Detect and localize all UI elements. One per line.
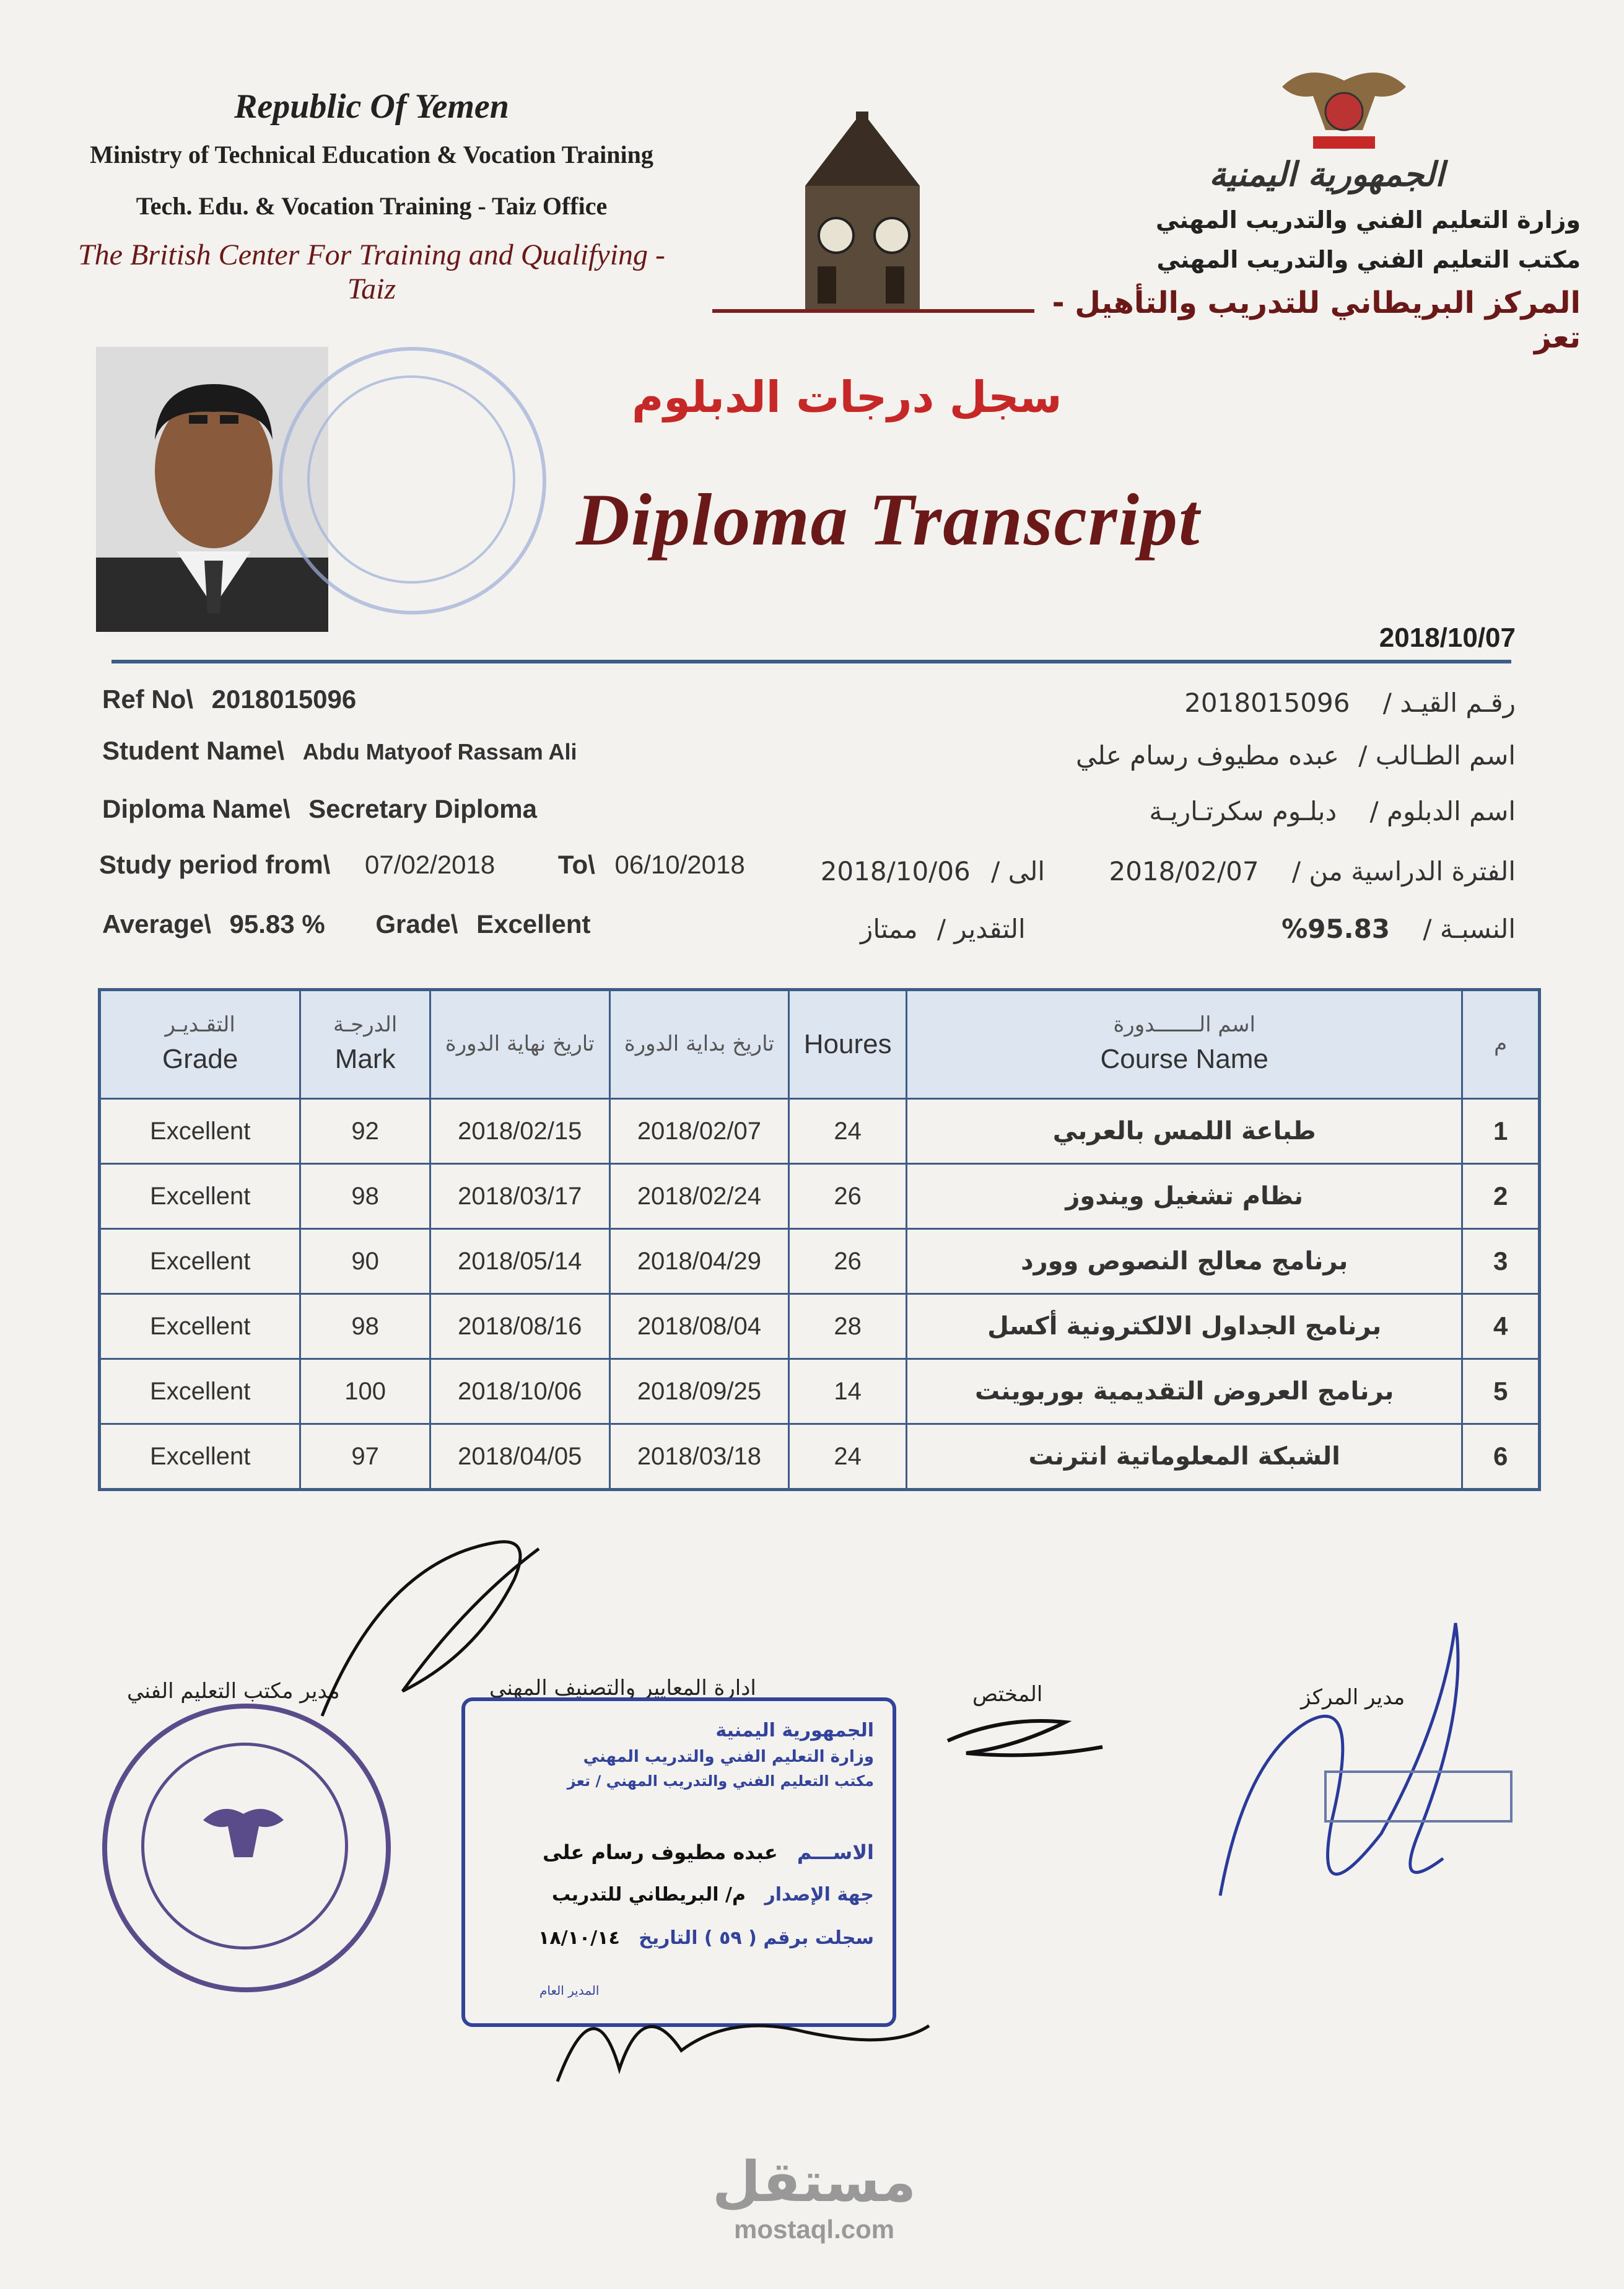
stamp-footer: المدير العام (539, 1983, 600, 1998)
seal-eagle-icon (197, 1801, 290, 1882)
grade-cell: Excellent (100, 1359, 300, 1424)
name-row-en (102, 736, 577, 766)
period-label-ar: الفترة الدراسية من / (1291, 856, 1516, 886)
course-cell: برنامج العروض التقديمية بوربوينت (907, 1359, 1462, 1424)
tech-office-director-label: مدير مكتب التعليم الفني (127, 1679, 340, 1704)
diploma-label: Diploma Name\ (102, 794, 290, 823)
header-english (56, 87, 688, 306)
name-label: Student Name\ (102, 736, 285, 765)
start-date-cell: 2018/09/25 (609, 1359, 789, 1424)
end-date-cell: 2018/02/15 (430, 1099, 609, 1164)
mark-cell: 92 (300, 1099, 430, 1164)
signature-center-director-icon (1183, 1598, 1530, 1945)
signature-standards-icon (545, 1958, 948, 2094)
stamp-name-label: الاســـم (797, 1840, 874, 1864)
grade-label-ar: التقدير / (936, 914, 1026, 944)
grade-label: Grade\ (375, 909, 458, 939)
average-row-ar (860, 914, 1516, 944)
grade-header: التقـديـر Grade (100, 990, 300, 1099)
average-row-en (102, 909, 591, 939)
stamp-country: الجمهورية اليمنية (715, 1720, 874, 1741)
divider (111, 660, 1511, 663)
hours-header: Houres (789, 990, 907, 1099)
table-row (100, 1164, 1540, 1229)
ref-label-ar: رقـم القيـد / (1382, 688, 1516, 718)
stamp-reg-row (538, 1927, 874, 1949)
hours-cell: 24 (789, 1099, 907, 1164)
stamp-issuer-row (552, 1884, 874, 1906)
center-director-label: مدير المركز (1301, 1685, 1405, 1710)
country-ar: الجمهورية اليمنية (1209, 155, 1444, 194)
stamp-name-value: عبده مطيوف رسام على (543, 1840, 778, 1864)
specialist-label: المختص (972, 1682, 1043, 1707)
start-date-cell: 2018/08/04 (609, 1294, 789, 1359)
ref-row-ar (1184, 688, 1516, 718)
end-date-cell: 2018/04/05 (430, 1424, 609, 1490)
grade-cell: Excellent (100, 1164, 300, 1229)
mark-cell: 98 (300, 1294, 430, 1359)
mark-cell: 97 (300, 1424, 430, 1490)
ministry-en: Ministry of Technical Education & Vocation Training (90, 141, 653, 169)
to-label: To\ (557, 850, 595, 879)
course-cell: الشبكة المعلوماتية انترنت (907, 1424, 1462, 1490)
period-row-en (99, 850, 745, 880)
course-cell: نظام تشغيل ويندوز (907, 1164, 1462, 1229)
num-cell: 4 (1462, 1294, 1540, 1359)
stamp-office: مكتب التعليم الفني والتدريب المهني / تعز (567, 1772, 874, 1790)
grade-value: Excellent (476, 909, 591, 939)
hours-cell: 26 (789, 1229, 907, 1294)
num-cell: 6 (1462, 1424, 1540, 1490)
table-row (100, 1229, 1540, 1294)
title-arabic: سجل درجات الدبلوم (632, 372, 1062, 422)
mark-cell: 100 (300, 1359, 430, 1424)
period-row-ar (821, 856, 1516, 886)
num-cell: 3 (1462, 1229, 1540, 1294)
period-from-ar: 2018/02/07 (1109, 856, 1259, 886)
grade-cell: Excellent (100, 1424, 300, 1490)
watermark (712, 2150, 916, 2244)
start-date-cell: 2018/04/29 (609, 1229, 789, 1294)
average-label: Average\ (102, 909, 211, 939)
course-cell: برنامج الجداول الالكترونية أكسل (907, 1294, 1462, 1359)
end-date-cell: 2018/03/17 (430, 1164, 609, 1229)
center-en: The British Center For Training and Qualifying - Taiz (77, 239, 666, 305)
diploma-row-ar (1149, 796, 1516, 826)
title-english: Diploma Transcript (576, 478, 1201, 561)
period-label: Study period from\ (99, 850, 331, 879)
watermark-en: mostaql.com (734, 2215, 895, 2244)
period-to-ar: 2018/10/06 (820, 856, 971, 886)
office-en: Tech. Edu. & Vocation Training - Taiz Office (136, 192, 608, 220)
header-arabic (1023, 155, 1581, 355)
country-en: Republic Of Yemen (234, 87, 509, 126)
ref-value: 2018015096 (211, 685, 357, 714)
signature-specialist-icon (941, 1704, 1115, 1772)
end-date-header: تاريخ نهاية الدورة (430, 990, 609, 1099)
start-date-cell: 2018/02/24 (609, 1164, 789, 1229)
mark-header: الدرجـة Mark (300, 990, 430, 1099)
table-row (100, 1294, 1540, 1359)
ref-value-ar: 2018015096 (1184, 688, 1350, 718)
transcript-table (98, 988, 1541, 1491)
start-date-cell: 2018/02/07 (609, 1099, 789, 1164)
diploma-value: Secretary Diploma (308, 794, 537, 823)
name-label-ar: اسم الطـالب / (1358, 740, 1516, 771)
signature-tech-director-icon (310, 1530, 557, 1735)
average-value-ar: 95.83% (1281, 914, 1390, 944)
hours-cell: 24 (789, 1424, 907, 1490)
end-date-cell: 2018/05/14 (430, 1229, 609, 1294)
document-date: 2018/10/07 (1379, 623, 1516, 653)
grade-cell: Excellent (100, 1294, 300, 1359)
hours-cell: 28 (789, 1294, 907, 1359)
stamp-issuer-label: جهة الإصدار (764, 1884, 874, 1906)
average-label-ar: النسبـة / (1423, 914, 1516, 944)
num-cell: 2 (1462, 1164, 1540, 1229)
table-header-row (100, 990, 1540, 1099)
num-cell: 5 (1462, 1359, 1540, 1424)
center-stamp-icon (279, 347, 546, 615)
big-ben-logo-icon (712, 112, 1034, 316)
hours-cell: 26 (789, 1164, 907, 1229)
period-to: 06/10/2018 (614, 850, 745, 879)
stamp-ministry: وزارة التعليم الفني والتدريب المهني (583, 1748, 874, 1766)
average-value: 95.83 % (229, 909, 325, 939)
grade-cell: Excellent (100, 1229, 300, 1294)
office-ar: مكتب التعليم الفني والتدريب المهني (1156, 246, 1581, 273)
num-header: م (1462, 990, 1540, 1099)
ref-row-en (102, 685, 356, 714)
start-date-header: تاريخ بداية الدورة (609, 990, 789, 1099)
stamp-reg-date: ١٨/١٠/١٤ (538, 1927, 620, 1949)
mark-cell: 98 (300, 1164, 430, 1229)
diploma-row-en (102, 794, 537, 824)
table-row (100, 1359, 1540, 1424)
hours-cell: 14 (789, 1359, 907, 1424)
name-value: Abdu Matyoof Rassam Ali (302, 739, 577, 764)
stamp-name-row (543, 1840, 874, 1864)
name-value-ar: عبده مطيوف رسام علي (1075, 740, 1339, 771)
grade-value-ar: ممتاز (860, 914, 918, 944)
yemen-eagle-emblem-icon (1270, 62, 1418, 167)
to-label-ar: الى / (991, 856, 1046, 886)
end-date-cell: 2018/08/16 (430, 1294, 609, 1359)
ref-label: Ref No\ (102, 685, 193, 714)
office-seal-icon (102, 1704, 391, 1992)
start-date-cell: 2018/03/18 (609, 1424, 789, 1490)
course-cell: برنامج معالج النصوص وورد (907, 1229, 1462, 1294)
name-row-ar (1076, 740, 1516, 771)
diploma-label-ar: اسم الدبلوم / (1369, 796, 1516, 826)
standards-dept-label: ادارة المعايير والتصنيف المهني (489, 1676, 756, 1700)
mark-cell: 90 (300, 1229, 430, 1294)
course-cell: طباعة اللمس بالعربي (907, 1099, 1462, 1164)
table-row (100, 1424, 1540, 1490)
ministry-ar: وزارة التعليم الفني والتدريب المهني (1156, 206, 1581, 234)
table-row (100, 1099, 1540, 1164)
stamp-reg-label: سجلت برقم ( ٥٩ ) التاريخ (639, 1927, 874, 1949)
course-header: اسم الـــــــدورة Course Name (907, 990, 1462, 1099)
period-from: 07/02/2018 (365, 850, 495, 879)
watermark-ar: مستقل (712, 2150, 917, 2215)
stamp-issuer-value: م/ البريطاني للتدريب (551, 1884, 746, 1906)
center-ar: المركز البريطاني للتدريب والتأهيل - تعز (1052, 286, 1581, 355)
end-date-cell: 2018/10/06 (430, 1359, 609, 1424)
grade-cell: Excellent (100, 1099, 300, 1164)
diploma-value-ar: دبلـوم سكرتـاريـة (1149, 796, 1337, 826)
num-cell: 1 (1462, 1099, 1540, 1164)
